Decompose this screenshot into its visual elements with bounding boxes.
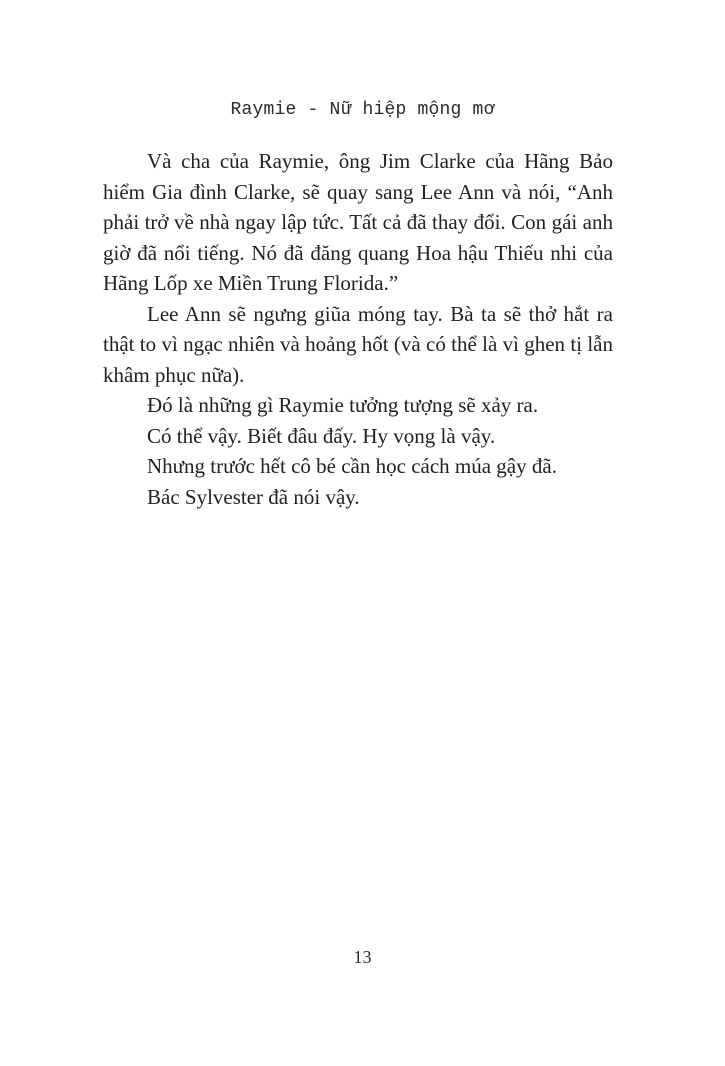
- paragraph: Và cha của Raymie, ông Jim Clarke của Hãng Bảo hiểm Gia đình Clarke, sẽ quay sang Lee Ann và nói, “Anh phải trở về nhà ngay lập tức. Tất cả đã thay đổi. Con gái anh giờ đã nổi tiếng. Nó đã đăng quang Hoa hậu Thiếu nhi của Hãng Lốp xe Miền Trung Florida.”: [103, 149, 613, 295]
- running-header: Raymie - Nữ hiệp mộng mơ: [230, 100, 495, 120]
- paragraph: Có thể vậy. Biết đâu đấy. Hy vọng là vậy.: [147, 423, 496, 448]
- paragraph: Nhưng trước hết cô bé cần học cách múa gậy đã.: [147, 454, 557, 478]
- paragraph: Lee Ann sẽ ngưng giũa móng tay. Bà ta sẽ thở hắt ra thật to vì ngạc nhiên và hoảng hốt (và có thể là vì ghen tị lẫn khâm phục nữa).: [103, 301, 613, 387]
- paragraph: Đó là những gì Raymie tưởng tượng sẽ xảy ra.: [147, 393, 539, 417]
- page-number: 13: [353, 947, 372, 967]
- body-text: [103, 146, 613, 512]
- paragraph: Bác Sylvester đã nói vậy.: [147, 484, 360, 509]
